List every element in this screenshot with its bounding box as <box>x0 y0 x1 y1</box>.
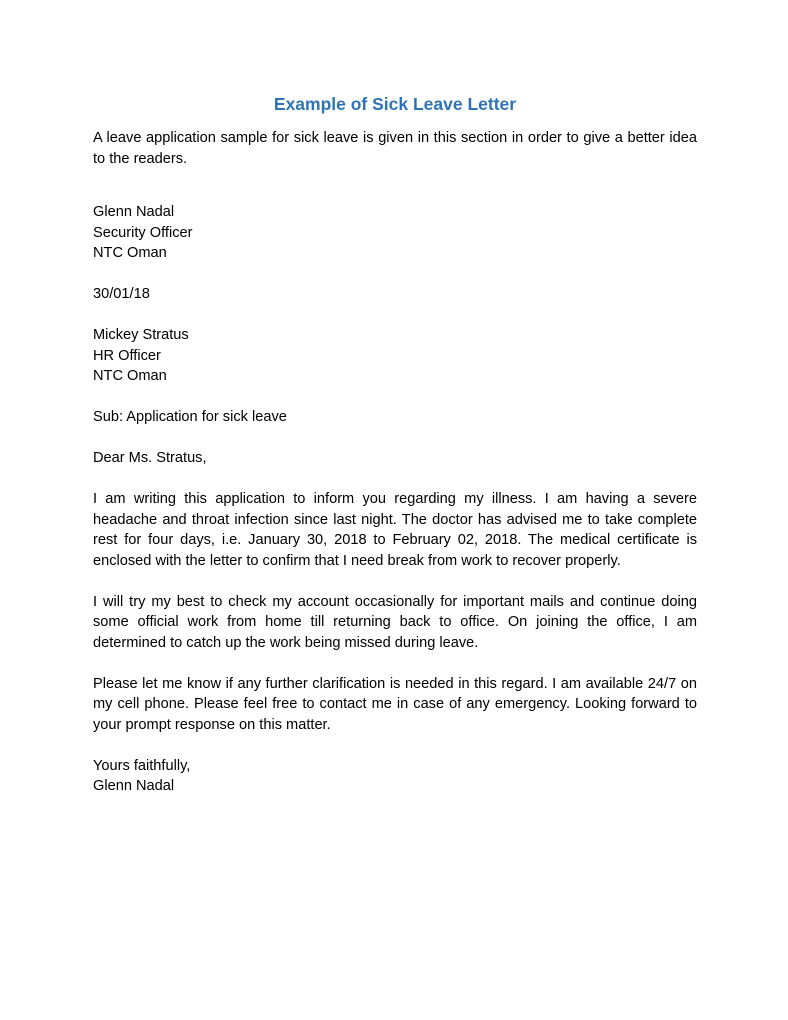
recipient-position: HR Officer <box>93 347 161 364</box>
recipient-block <box>93 325 697 387</box>
body-paragraph-2: I will try my best to check my account occasionally for important mails and continue doing some official work from home till returning back to office. On joining the office, I am determined to catch up the work being missed during leave. <box>93 593 697 651</box>
recipient-name: Mickey Stratus <box>93 327 189 343</box>
document-title: Example of Sick Leave Letter <box>273 94 517 114</box>
body-paragraph-3: Please let me know if any further clarification is needed in this regard. I am available 24/7 on my cell phone. Please feel free to contact me in case of any emergency. Looking forward to your prompt response on this matter. <box>93 675 697 733</box>
subject-line: Sub: Application for sick leave <box>93 409 287 425</box>
letter-page <box>93 92 697 797</box>
letter-date: 30/01/18 <box>93 286 150 302</box>
recipient-company: NTC Oman <box>93 368 167 384</box>
closing-block <box>93 756 697 797</box>
intro-paragraph: A leave application sample for sick leave is given in this section in order to give a better idea to the readers. <box>93 130 697 167</box>
signature-name: Glenn Nadal <box>93 778 175 794</box>
sender-position: Security Officer <box>93 224 193 241</box>
closing-phrase: Yours faithfully, <box>93 757 191 774</box>
sender-block <box>93 202 697 264</box>
salutation: Dear Ms. Stratus, <box>93 450 207 466</box>
sender-name: Glenn Nadal <box>93 204 175 220</box>
body-paragraph-1: I am writing this application to inform you regarding my illness. I am having a severe headache and throat infection since last night. The doctor has advised me to take complete rest for four days, i.e. January 30, 2018 to February 02, 2018. The medical certificate is enclosed with the letter to confirm that I need break from work to recover properly. <box>93 491 697 569</box>
sender-company: NTC Oman <box>93 245 167 261</box>
